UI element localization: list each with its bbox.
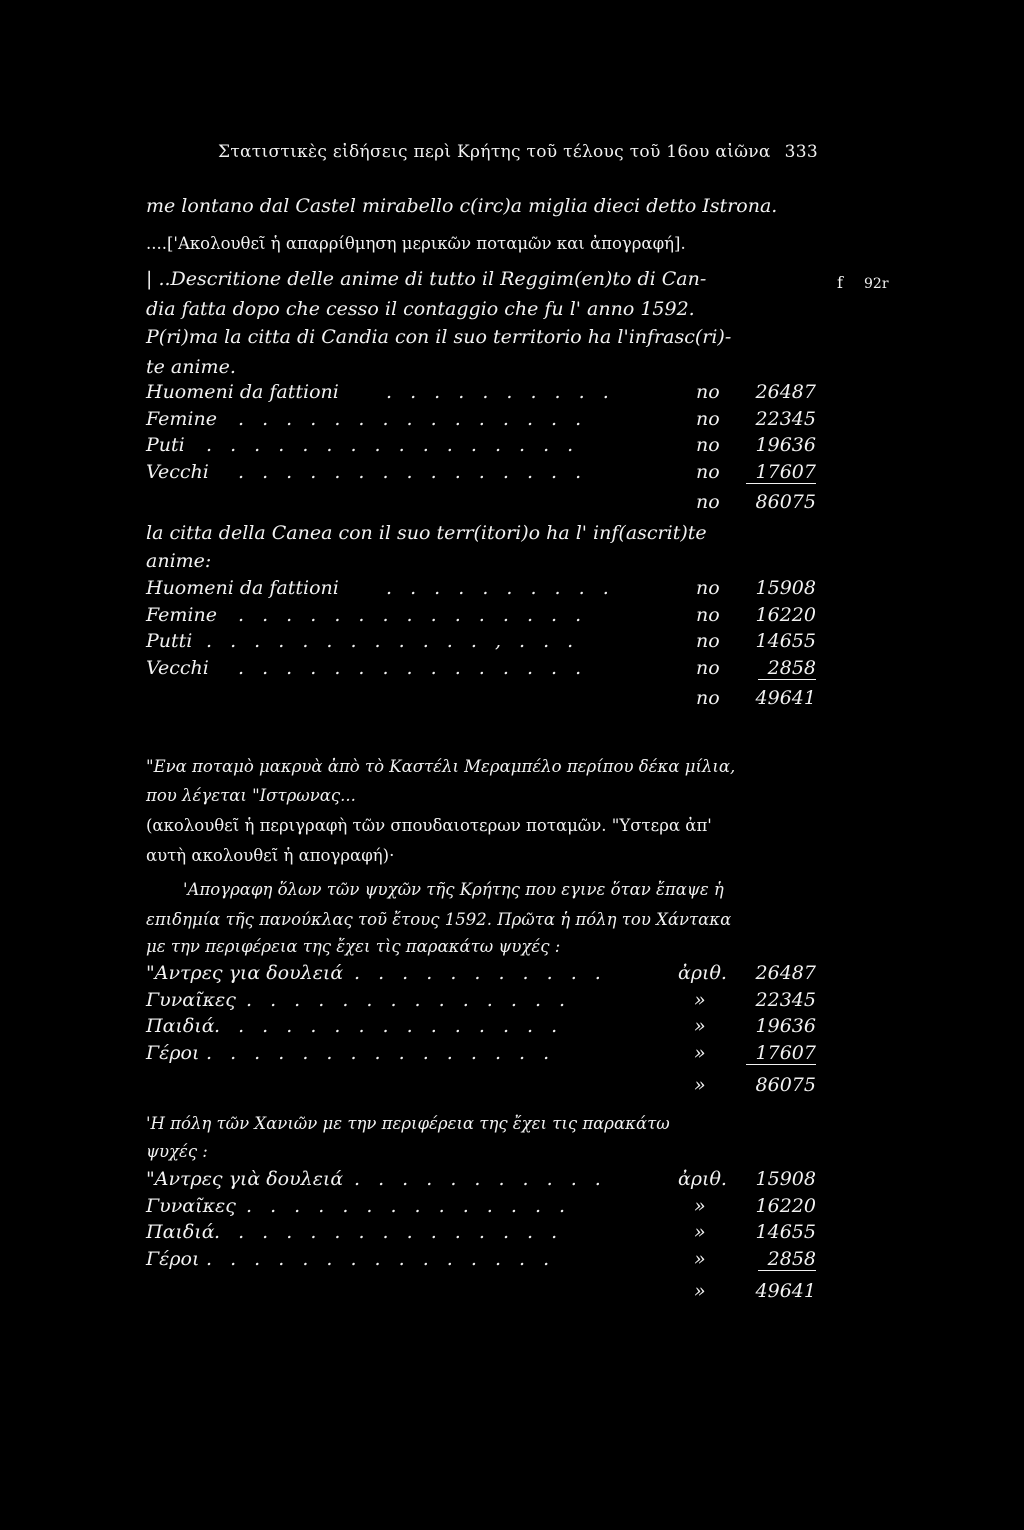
canea-population-table xyxy=(146,577,816,714)
row-value: 2858 xyxy=(758,657,816,680)
row-label: Γέροι xyxy=(146,1041,200,1064)
table-row xyxy=(146,1221,816,1248)
table-row xyxy=(146,989,816,1016)
row-label: Huomeni da fattioni xyxy=(146,577,339,599)
row-value: 19636 xyxy=(755,434,816,456)
row-value: 14655 xyxy=(755,630,816,652)
row-unit: » xyxy=(694,1247,706,1270)
greek-line-3: (ακολουθεῖ ἡ περιγραφὴ τῶν σπουδαιοτερων ποταμῶν. "Υστερα ἀπ' xyxy=(146,816,712,835)
leader-dots: . . . . . . . . . . . . . . . xyxy=(214,1221,564,1243)
table-total xyxy=(146,1280,816,1307)
row-label: Putti xyxy=(146,630,193,652)
row-value: 17607 xyxy=(746,461,816,484)
table-total xyxy=(146,1074,816,1101)
row-unit: no xyxy=(696,630,720,652)
total-unit: no xyxy=(696,491,720,513)
running-title: Στατιστικὲς εἰδήσεις περὶ Κρήτης τοῦ τέλους τοῦ 16ου αἰῶνα xyxy=(218,142,771,162)
row-unit: no xyxy=(696,460,720,483)
row-label: Puti xyxy=(146,434,185,456)
row-value: 26487 xyxy=(755,381,816,403)
italian-line-2: ....['Ακολουθεῖ ἡ απαρρίθμηση μερικῶν ποταμῶν και ἀπογραφή]. xyxy=(146,234,686,253)
row-label: Γέροι xyxy=(146,1247,200,1270)
italian-line-6: te anime. xyxy=(146,356,236,378)
row-unit: » xyxy=(694,1041,706,1064)
greek-line-4: αυτὴ ακολουθεῖ ἡ απογραφή)· xyxy=(146,846,395,865)
greek-line-9: ψυχές : xyxy=(146,1142,208,1161)
leader-dots: . . . . . . . . . . . . . . . xyxy=(206,1041,556,1064)
table-row xyxy=(146,1042,816,1069)
greek-line-6: επιδημία τῆς πανούκλας τοῦ ἔτους 1592. Πρῶτα ἡ πόλη του Χάντακα xyxy=(146,910,732,929)
row-unit: no xyxy=(696,381,720,403)
page-number: 333 xyxy=(784,142,818,162)
margin-folio-note xyxy=(837,273,889,292)
leader-dots: . . . . . . . . . . . . . . xyxy=(246,1194,572,1217)
row-unit: » xyxy=(694,988,706,1011)
leader-dots: . . . . . . . . . . . . . . . xyxy=(214,1015,564,1037)
greek-line-8: 'Η πόλη τῶν Χανιῶν με την περιφέρεια της ἔχει τις παρακάτω xyxy=(146,1114,670,1133)
table-row xyxy=(146,1168,816,1195)
row-value: 16220 xyxy=(755,1194,816,1217)
italian-line-5: P(ri)ma la citta di Candia con il suo territorio ha l'infrasc(ri)- xyxy=(146,326,732,348)
row-unit: » xyxy=(694,1194,706,1217)
leader-dots: . . . . . . . . . . . xyxy=(354,962,607,984)
leader-dots: . . . . . . . . . . . xyxy=(354,1168,607,1190)
row-label: Huomeni da fattioni xyxy=(146,381,339,403)
row-unit: no xyxy=(696,577,720,599)
row-unit: » xyxy=(694,1221,706,1243)
greek-line-2: που λέγεται "Ιστρωνας... xyxy=(146,786,356,805)
leader-dots: . . . . . . . . . . . . . . . . xyxy=(206,434,580,456)
table-row xyxy=(146,630,816,657)
table-row xyxy=(146,434,816,461)
total-unit: » xyxy=(694,1074,706,1096)
italian-line-1: me lontano dal Castel mirabello c(irc)a miglia dieci detto Istrona. xyxy=(146,195,778,217)
table-row xyxy=(146,1015,816,1042)
row-value: 15908 xyxy=(755,577,816,599)
total-value: 86075 xyxy=(755,491,816,513)
row-value: 15908 xyxy=(755,1168,816,1190)
table-row xyxy=(146,577,816,604)
row-value: 2858 xyxy=(758,1248,816,1271)
row-label: Γυναῖκες xyxy=(146,988,236,1011)
row-value: 19636 xyxy=(755,1015,816,1037)
row-unit: no xyxy=(696,603,720,626)
row-value: 14655 xyxy=(755,1221,816,1243)
table-row xyxy=(146,381,816,408)
table-row xyxy=(146,1195,816,1222)
total-unit: no xyxy=(696,687,720,709)
row-value: 16220 xyxy=(755,603,816,626)
row-label: Παιδιά xyxy=(146,1015,215,1037)
chandax-population-table xyxy=(146,962,816,1101)
row-unit: no xyxy=(696,656,720,679)
greek-line-5: 'Απογραφη ὅλων τῶν ψυχῶν τῆς Κρήτης που εγινε ὅταν ἔπαψε ἡ xyxy=(183,880,724,899)
table-row xyxy=(146,461,816,488)
table-row xyxy=(146,962,816,989)
row-label: Femine xyxy=(146,603,217,626)
leader-dots: . . . . . . . . . . . . . . . xyxy=(206,1247,556,1270)
leader-dots: . . . . . . . . . . xyxy=(386,381,615,403)
margin-sigla: f xyxy=(837,273,843,292)
italian-line-7: la citta della Canea con il suo terr(itori)o ha l' inf(ascrit)te xyxy=(146,522,707,544)
running-header xyxy=(218,142,818,162)
total-value: 49641 xyxy=(755,1280,816,1302)
leader-dots: . . . . . . . . . . . . . . . xyxy=(238,407,588,430)
row-label: Vecchi xyxy=(146,460,209,483)
row-label: Vecchi xyxy=(146,656,209,679)
leader-dots: . . . . . . . . . . xyxy=(386,577,615,599)
row-value: 26487 xyxy=(755,962,816,984)
table-row xyxy=(146,1248,816,1275)
italian-line-8: anime: xyxy=(146,550,212,572)
row-label: Γυναῖκες xyxy=(146,1194,236,1217)
table-total xyxy=(146,687,816,714)
greek-line-1: "Ενα ποταμὸ μακρυὰ ἀπὸ τὸ Καστέλι Μεραμπέλο περίπου δέκα μίλια, xyxy=(146,757,736,776)
row-value: 22345 xyxy=(755,988,816,1011)
candia-population-table xyxy=(146,381,816,518)
italian-line-3: | ..Descritione delle anime di tutto il Reggim(en)to di Can- xyxy=(146,268,707,290)
row-unit: ἀριθ. xyxy=(678,962,727,984)
row-value: 22345 xyxy=(755,407,816,430)
row-unit: no xyxy=(696,407,720,430)
table-total xyxy=(146,491,816,518)
table-row xyxy=(146,408,816,435)
chania-population-table xyxy=(146,1168,816,1307)
row-unit: no xyxy=(696,434,720,456)
leader-dots: . . . . . . . . . . . . . . . xyxy=(238,603,588,626)
leader-dots: . . . . . . . . . . . . , . . . xyxy=(206,630,580,652)
italian-line-4: dia fatta dopo che cesso il contaggio che fu l' anno 1592. xyxy=(146,298,695,320)
leader-dots: . . . . . . . . . . . . . . . xyxy=(238,460,588,483)
row-unit: ἀριθ. xyxy=(678,1168,727,1190)
row-label: Femine xyxy=(146,407,217,430)
row-label: "Αντρες για δουλειά xyxy=(146,962,344,984)
total-unit: » xyxy=(694,1280,706,1302)
total-value: 49641 xyxy=(755,687,816,709)
margin-folio: 92r xyxy=(864,276,889,292)
row-value: 17607 xyxy=(746,1042,816,1065)
row-label: Παιδιά xyxy=(146,1221,215,1243)
total-value: 86075 xyxy=(755,1074,816,1096)
leader-dots: . . . . . . . . . . . . . . . xyxy=(238,656,588,679)
greek-line-7: με την περιφέρεια της ἔχει τὶς παρακάτω ψυχές : xyxy=(146,937,561,956)
row-unit: » xyxy=(694,1015,706,1037)
row-label: "Αντρες γιὰ δουλειά xyxy=(146,1168,344,1190)
leader-dots: . . . . . . . . . . . . . . xyxy=(246,988,572,1011)
table-row xyxy=(146,604,816,631)
table-row xyxy=(146,657,816,684)
